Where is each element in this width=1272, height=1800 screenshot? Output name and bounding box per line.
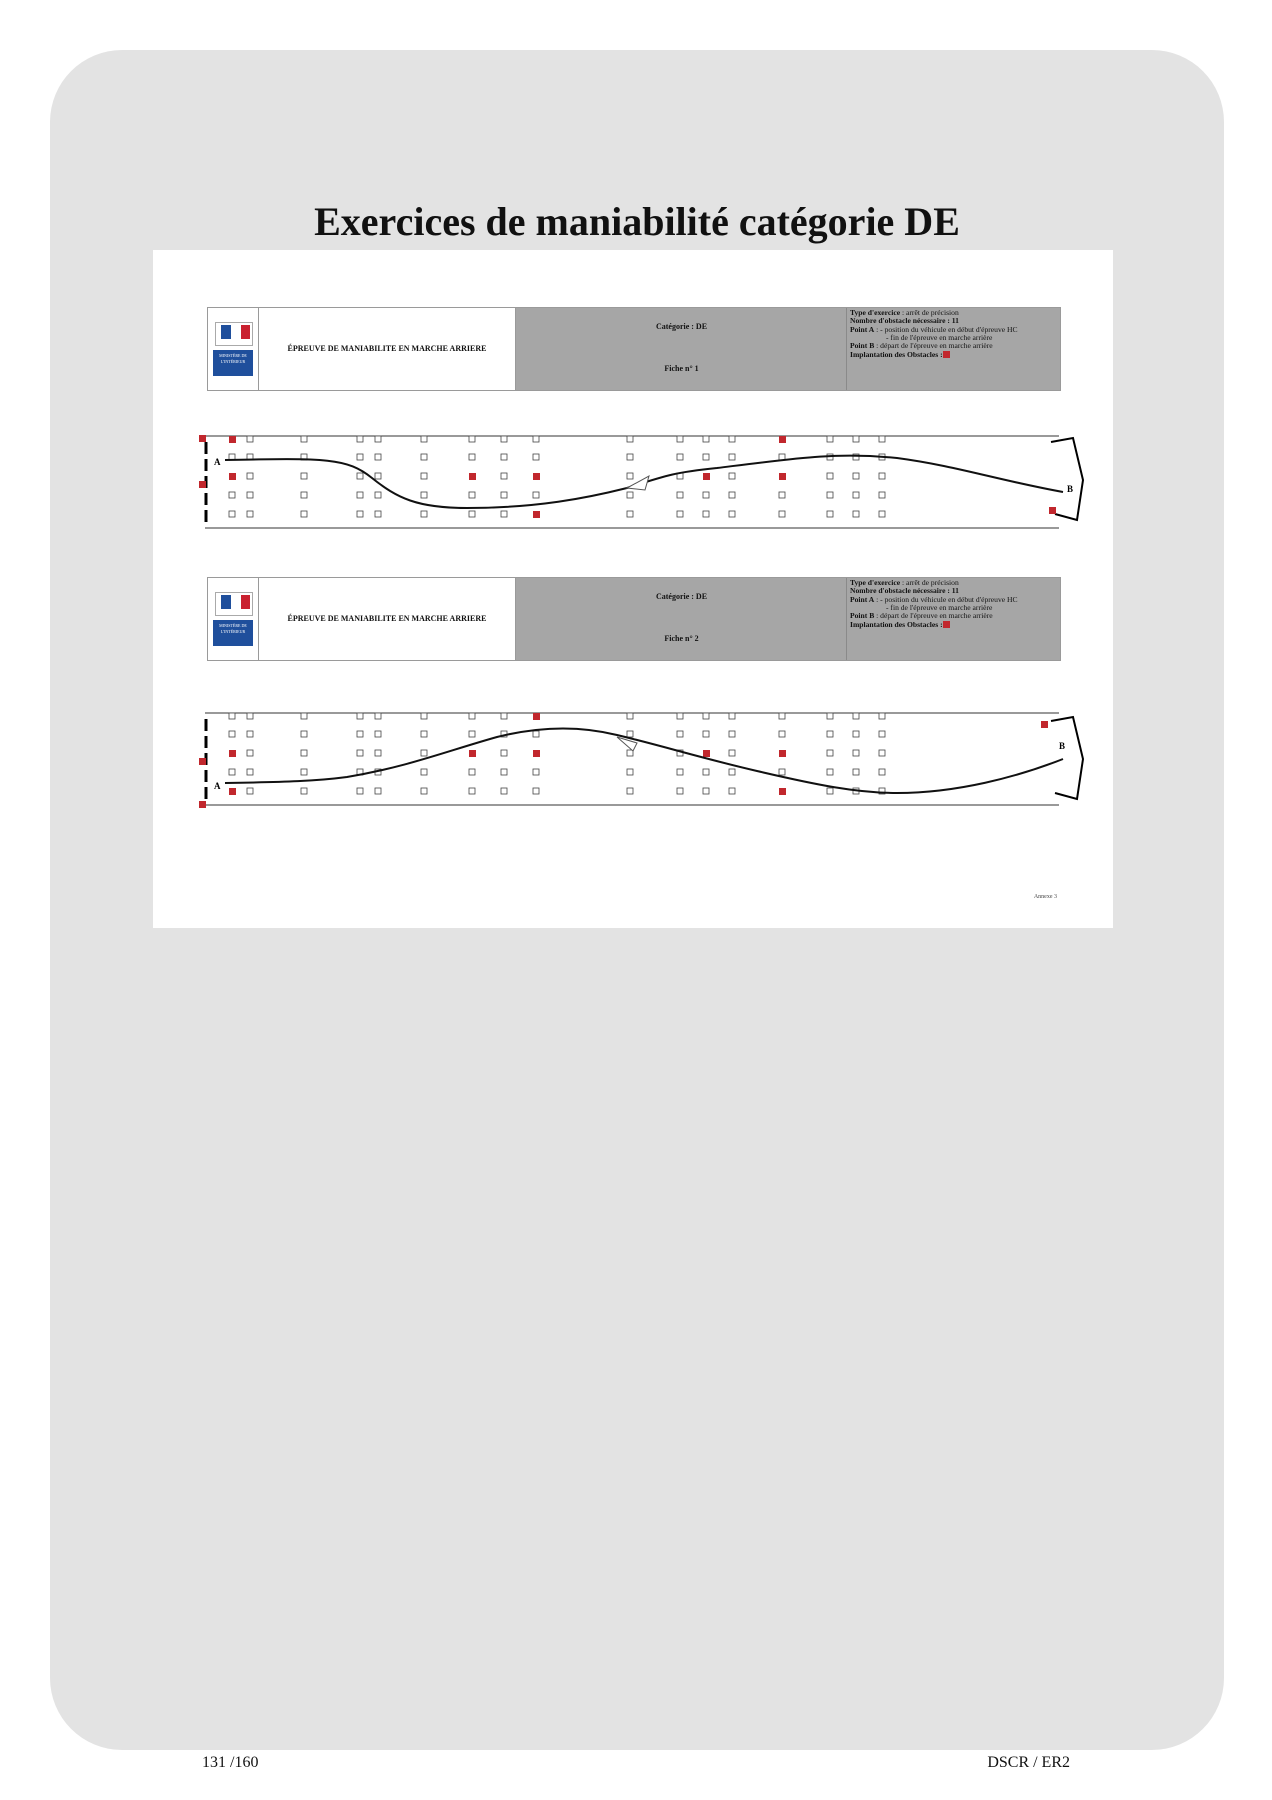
obstacle-cone xyxy=(501,511,507,517)
obstacle-cone xyxy=(301,731,307,737)
obstacle-cone xyxy=(627,492,633,498)
obstacle-cone xyxy=(421,454,427,460)
type-label: Type d'exercice xyxy=(850,308,901,317)
obstacle-cone xyxy=(501,454,507,460)
obstacle-cone xyxy=(779,713,785,719)
obstacle-cone xyxy=(703,731,709,737)
exercise-info xyxy=(846,308,1060,390)
obstacle-grid xyxy=(229,436,885,518)
obstacle-cone xyxy=(879,713,885,719)
obstacle-cone xyxy=(677,731,683,737)
obstacle-cone xyxy=(729,750,735,756)
obstacle-cone xyxy=(627,731,633,737)
obstacle-cone xyxy=(247,788,253,794)
obstacle-grid xyxy=(229,713,885,795)
category-label: Catégorie : DE xyxy=(655,592,708,601)
obstacle-cone xyxy=(729,492,735,498)
obstacle-cone xyxy=(357,454,363,460)
obstacle-cone xyxy=(853,436,859,442)
obstacle-cone xyxy=(301,769,307,775)
obstacle-cone xyxy=(703,511,709,517)
obstacle-cone xyxy=(853,750,859,756)
obstacle-cone xyxy=(421,492,427,498)
page-card xyxy=(50,50,1224,1771)
obstacle-cone xyxy=(421,788,427,794)
obstacle-red xyxy=(533,713,540,720)
obstacle-red xyxy=(779,788,786,795)
obstacle-cone xyxy=(375,713,381,719)
obstacle-cone xyxy=(229,492,235,498)
obstacle-cone xyxy=(501,492,507,498)
obstacle-cone xyxy=(229,769,235,775)
point-b-label: Point B xyxy=(850,341,875,351)
obstacle-cone xyxy=(627,436,633,442)
obstacle-cone xyxy=(357,750,363,756)
obstacle-cone xyxy=(375,436,381,442)
obstacle-cone xyxy=(469,713,475,719)
obstacle-cone xyxy=(501,436,507,442)
obstacle-cone xyxy=(627,473,633,479)
french-flag-icon xyxy=(215,592,253,616)
page-number: 131 /160 xyxy=(202,1754,259,1771)
obstacle-cone xyxy=(627,454,633,460)
category-cell xyxy=(515,578,847,660)
obstacle-cone xyxy=(229,731,235,737)
obstacle-cone xyxy=(421,511,427,517)
implantation-label: Implantation des Obstacles : xyxy=(850,349,943,359)
obstacle-cone xyxy=(375,492,381,498)
implantation-label: Implantation des Obstacles : xyxy=(850,619,943,629)
obstacle-cone xyxy=(853,731,859,737)
obstacle-cone xyxy=(501,713,507,719)
obstacle-red xyxy=(533,750,540,757)
obstacle-cone xyxy=(853,511,859,517)
obstacle-cone xyxy=(421,750,427,756)
obstacle-cone xyxy=(469,511,475,517)
obstacle-cone xyxy=(827,731,833,737)
obstacle-cone xyxy=(375,750,381,756)
obstacle-cone xyxy=(469,454,475,460)
obstacle-red xyxy=(229,473,236,480)
obstacle-cone xyxy=(677,492,683,498)
obstacle-cone xyxy=(627,788,633,794)
obstacle-cone xyxy=(729,731,735,737)
obstacle-cone xyxy=(729,713,735,719)
red-obstacle-swatch xyxy=(943,621,950,628)
obstacle-red xyxy=(1049,507,1056,514)
point-a-label: Point A xyxy=(850,324,875,334)
obstacle-cone xyxy=(301,511,307,517)
obstacle-cone xyxy=(301,492,307,498)
obstacle-cone xyxy=(703,454,709,460)
obstacle-cone xyxy=(501,788,507,794)
type-value: : arrêt de précision xyxy=(900,578,959,587)
obstacle-cone xyxy=(469,788,475,794)
obstacle-cone xyxy=(827,788,833,794)
obstacle-cone xyxy=(247,750,253,756)
epreuve-title: ÉPREUVE DE MANIABILITE EN MARCHE ARRIERE xyxy=(287,343,487,353)
course-diagram-1 xyxy=(197,430,1074,540)
obstacle-cone xyxy=(533,454,539,460)
obstacle-cone xyxy=(677,436,683,442)
obstacle-cone xyxy=(375,511,381,517)
obstacle-cone xyxy=(703,436,709,442)
obstacle-cone xyxy=(375,731,381,737)
obstacle-cone xyxy=(229,511,235,517)
obstacle-cone xyxy=(469,731,475,737)
category-cell xyxy=(515,308,847,390)
obstacle-cone xyxy=(729,788,735,794)
obstacle-cone xyxy=(421,731,427,737)
obstacle-count: Nombre d'obstacle nécessaire : 11 xyxy=(850,586,959,596)
obstacle-cone xyxy=(301,473,307,479)
obstacle-red xyxy=(779,750,786,757)
obstacle-cone xyxy=(827,713,833,719)
point-a-line2: - fin de l'épreuve en marche arrière xyxy=(886,333,993,343)
obstacle-cone xyxy=(703,492,709,498)
obstacle-cone xyxy=(533,769,539,775)
obstacle-red xyxy=(779,473,786,480)
obstacle-red xyxy=(469,750,476,757)
point-a-line2: - fin de l'épreuve en marche arrière xyxy=(886,603,993,613)
obstacle-cone xyxy=(879,473,885,479)
ministry-logo xyxy=(208,578,259,660)
type-label: Type d'exercice xyxy=(850,578,901,587)
obstacle-cone xyxy=(501,750,507,756)
point-a-label: Point A xyxy=(850,594,875,604)
obstacle-cone xyxy=(247,436,253,442)
obstacle-cone xyxy=(357,492,363,498)
obstacle-cone xyxy=(421,436,427,442)
obstacle-red xyxy=(229,750,236,757)
obstacle-cone xyxy=(501,769,507,775)
sheet-header-1 xyxy=(207,307,1061,391)
obstacle-red xyxy=(533,473,540,480)
obstacle-cone xyxy=(853,769,859,775)
obstacle-cone xyxy=(533,731,539,737)
obstacle-cone xyxy=(247,492,253,498)
fiche-label: Fiche n° 2 xyxy=(664,634,699,643)
obstacle-red xyxy=(703,750,710,757)
obstacle-cone xyxy=(729,511,735,517)
obstacle-cone xyxy=(879,436,885,442)
obstacle-cone xyxy=(247,731,253,737)
obstacle-cone xyxy=(301,788,307,794)
course-diagram-2 xyxy=(197,707,1067,817)
label-a: A xyxy=(214,781,221,791)
obstacle-cone xyxy=(703,769,709,775)
obstacle-cone xyxy=(247,713,253,719)
obstacle-cone xyxy=(879,731,885,737)
obstacle-cone xyxy=(827,511,833,517)
obstacle-cone xyxy=(375,473,381,479)
obstacle-cone xyxy=(703,713,709,719)
obstacle-cone xyxy=(827,769,833,775)
obstacle-cone xyxy=(357,436,363,442)
ministry-label: MINISTÈRE DE L'INTÉRIEUR xyxy=(213,620,253,646)
type-value: : arrêt de précision xyxy=(900,308,959,317)
obstacle-cone xyxy=(677,454,683,460)
obstacle-cone xyxy=(301,436,307,442)
obstacle-cone xyxy=(627,750,633,756)
obstacle-cone xyxy=(729,436,735,442)
obstacle-cone xyxy=(469,769,475,775)
obstacle-red xyxy=(469,473,476,480)
french-flag-icon xyxy=(215,322,253,346)
obstacle-cone xyxy=(357,511,363,517)
obstacle-cone xyxy=(779,511,785,517)
category-label: Catégorie : DE xyxy=(655,322,708,331)
obstacle-cone xyxy=(779,731,785,737)
obstacle-cone xyxy=(677,713,683,719)
point-b-label: Point B xyxy=(850,611,875,621)
document-reference: DSCR / ER2 xyxy=(987,1754,1070,1771)
obstacle-cone xyxy=(879,492,885,498)
obstacle-cone xyxy=(879,750,885,756)
obstacle-cone xyxy=(421,713,427,719)
label-a: A xyxy=(214,457,221,467)
obstacle-cone xyxy=(627,713,633,719)
obstacle-cone xyxy=(357,788,363,794)
obstacle-cone xyxy=(533,436,539,442)
obstacle-red xyxy=(229,436,236,443)
obstacle-cone xyxy=(627,511,633,517)
obstacle-cone xyxy=(247,769,253,775)
obstacle-cone xyxy=(827,473,833,479)
obstacle-cone xyxy=(301,750,307,756)
obstacle-cone xyxy=(853,492,859,498)
obstacle-red xyxy=(199,758,206,765)
obstacle-cone xyxy=(533,788,539,794)
obstacle-cone xyxy=(229,713,235,719)
obstacle-cone xyxy=(827,492,833,498)
obstacle-cone xyxy=(375,454,381,460)
obstacle-cone xyxy=(247,473,253,479)
obstacle-cone xyxy=(779,769,785,775)
fiche-label: Fiche n° 1 xyxy=(664,364,699,373)
obstacle-cone xyxy=(879,511,885,517)
point-b-barrier xyxy=(1051,717,1083,799)
obstacle-cone xyxy=(827,436,833,442)
point-a-value: : - position du véhicule en début d'épreuve HC xyxy=(874,594,1018,604)
obstacle-cone xyxy=(853,713,859,719)
obstacle-cone xyxy=(247,511,253,517)
obstacle-cone xyxy=(729,473,735,479)
obstacle-cone xyxy=(827,750,833,756)
obstacle-cone xyxy=(421,769,427,775)
obstacle-cone xyxy=(469,492,475,498)
point-b-value: : départ de l'épreuve en marche arrière xyxy=(874,341,993,351)
obstacle-red xyxy=(199,801,206,808)
red-obstacle-swatch xyxy=(943,351,950,358)
obstacle-cone xyxy=(703,788,709,794)
obstacle-red xyxy=(199,481,206,488)
obstacle-cone xyxy=(879,769,885,775)
obstacle-cone xyxy=(501,473,507,479)
obstacle-cone xyxy=(729,769,735,775)
sheet-header-2 xyxy=(207,577,1061,661)
obstacle-cone xyxy=(677,788,683,794)
obstacle-red xyxy=(703,473,710,480)
obstacle-red xyxy=(1041,721,1048,728)
point-a-value: : - position du véhicule en début d'épreuve HC xyxy=(874,324,1018,334)
ministry-label: MINISTÈRE DE L'INTÉRIEUR xyxy=(213,350,253,376)
obstacle-cone xyxy=(533,492,539,498)
vehicle-trajectory xyxy=(225,728,1066,793)
point-b-value: : départ de l'épreuve en marche arrière xyxy=(874,611,993,621)
obstacle-cone xyxy=(421,473,427,479)
obstacle-count: Nombre d'obstacle nécessaire : 11 xyxy=(850,316,959,326)
obstacle-red xyxy=(533,511,540,518)
obstacle-red xyxy=(229,788,236,795)
obstacle-cone xyxy=(729,454,735,460)
obstacle-cone xyxy=(375,788,381,794)
annex-sheet xyxy=(153,250,1113,928)
obstacle-cone xyxy=(779,492,785,498)
label-b: B xyxy=(1067,484,1074,494)
obstacle-cone xyxy=(677,769,683,775)
obstacle-cone xyxy=(357,713,363,719)
obstacle-cone xyxy=(469,436,475,442)
obstacle-cone xyxy=(677,511,683,517)
obstacle-cone xyxy=(853,473,859,479)
annex-label: Annexe 3 xyxy=(1033,894,1057,900)
ministry-logo xyxy=(208,308,259,390)
obstacle-cone xyxy=(357,473,363,479)
page-title: Exercices de maniabilité catégorie DE xyxy=(314,199,960,244)
epreuve-title: ÉPREUVE DE MANIABILITE EN MARCHE ARRIERE xyxy=(287,613,487,623)
obstacle-red xyxy=(199,435,206,442)
obstacle-cone xyxy=(627,769,633,775)
obstacle-cone xyxy=(301,713,307,719)
obstacle-red xyxy=(779,436,786,443)
exercise-info xyxy=(846,578,1060,660)
label-b: B xyxy=(1059,741,1066,751)
obstacle-cone xyxy=(357,731,363,737)
